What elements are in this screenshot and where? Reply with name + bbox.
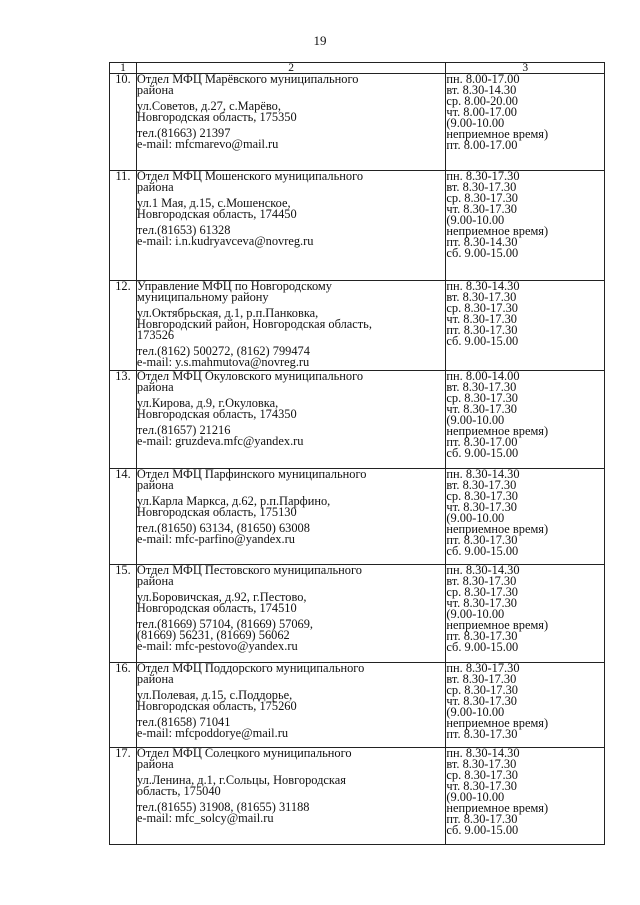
working-hours [446, 748, 605, 845]
hours-line: вт. 8.30-17.30 [446, 574, 517, 588]
office-details [136, 663, 445, 748]
office-contact-line: (81669) 56231, (81669) 56062 [136, 628, 290, 642]
hours-line: неприемное время) [446, 127, 549, 141]
office-address-line: ул.Полевая, д.15, с.Поддорье, [136, 688, 293, 702]
hours-line: вт. 8.30-17.30 [446, 672, 517, 686]
row-number: 12. [110, 281, 137, 371]
hours-line: пт. 8.30-17.30 [446, 812, 518, 826]
working-hours [446, 565, 605, 663]
hours-line: чт. 8.30-17.30 [446, 596, 517, 610]
hours-line: вт. 8.30-17.30 [446, 290, 517, 304]
hours-line: чт. 8.30-17.30 [446, 312, 517, 326]
office-name-line: Отдел МФЦ Парфинского муниципального [136, 467, 367, 481]
hours-line: неприемное время) [446, 716, 549, 730]
hours-line: пн. 8.30-14.30 [446, 563, 520, 577]
hours-line: сб. 9.00-15.00 [446, 544, 519, 558]
working-hours [446, 281, 605, 371]
hours-line: сб. 9.00-15.00 [446, 446, 519, 460]
row-number: 13. [110, 371, 137, 469]
hours-line: сб. 9.00-15.00 [446, 334, 519, 348]
hours-line: вт. 8.30-17.30 [446, 478, 517, 492]
office-name-line: Отдел МФЦ Марёвского муниципального [136, 72, 359, 86]
office-address-line: 173526 [136, 328, 175, 342]
hours-line: чт. 8.30-17.30 [446, 500, 517, 514]
hours-line: ср. 8.30-17.30 [446, 301, 518, 315]
office-contact-line: тел.(81653) 61328 [136, 223, 231, 237]
hours-line: неприемное время) [446, 424, 549, 438]
office-address-line: ул.Ленина, д.1, г.Сольцы, Новгородская [136, 773, 346, 787]
hours-line: чт. 8.30-17.30 [446, 202, 517, 216]
office-name-line: Отдел МФЦ Солецкого муниципального [136, 746, 352, 760]
row-number: 15. [110, 565, 137, 663]
mfc-offices-table [109, 62, 605, 845]
hours-line: ср. 8.30-17.30 [446, 391, 518, 405]
office-details [136, 469, 445, 565]
office-address-line: ул.1 Мая, д.15, с.Мошенское, [136, 196, 291, 210]
office-contact-line: тел.(8162) 500272, (8162) 799474 [136, 344, 310, 358]
hours-line: пн. 8.30-17.30 [446, 169, 520, 183]
hours-line: ср. 8.30-17.30 [446, 585, 518, 599]
table-row [110, 171, 605, 281]
hours-line: ср. 8.00-20.00 [446, 94, 518, 108]
office-contact-line: e-mail: mfc_solcy@mail.ru [136, 811, 274, 825]
table-row [110, 565, 605, 663]
office-details [136, 371, 445, 469]
hours-line: (9.00-10.00 [446, 607, 505, 621]
working-hours [446, 663, 605, 748]
row-number: 16. [110, 663, 137, 748]
hours-line: ср. 8.30-17.30 [446, 683, 518, 697]
office-address-line: ул.Кирова, д.9, г.Окуловка, [136, 396, 279, 410]
hours-line: вт. 8.30-17.30 [446, 380, 517, 394]
table-row [110, 371, 605, 469]
office-name-line: Отдел МФЦ Мошенского муниципального [136, 169, 364, 183]
office-address-line: Новгородская область, 174510 [136, 601, 297, 615]
office-contact-line: тел.(81663) 21397 [136, 126, 231, 140]
row-number: 17. [110, 748, 137, 845]
office-contact-line: тел.(81650) 63134, (81650) 63008 [136, 521, 310, 535]
hours-line: сб. 9.00-15.00 [446, 640, 519, 654]
office-address-line: Новгородская область, 175350 [136, 110, 297, 124]
hours-line: пт. 8.30-17.30 [446, 533, 518, 547]
working-hours [446, 74, 605, 171]
office-name-line: района [136, 380, 174, 394]
hours-line: (9.00-10.00 [446, 790, 505, 804]
page-number: 19 [313, 33, 327, 48]
column-header-hours: 3 [446, 63, 605, 74]
office-details [136, 74, 445, 171]
table-row [110, 74, 605, 171]
office-name-line: района [136, 672, 174, 686]
hours-line: вт. 8.30-14.30 [446, 83, 517, 97]
office-name-line: района [136, 478, 174, 492]
office-address-line: ул.Боровичская, д.92, г.Пестово, [136, 590, 307, 604]
office-name-line: Управление МФЦ по Новгородскому [136, 279, 332, 293]
table-row [110, 748, 605, 845]
office-address-line: Новгородская область, 175130 [136, 505, 297, 519]
working-hours [446, 371, 605, 469]
office-address-line: Новгородская область, 174350 [136, 407, 297, 421]
office-contact-line: e-mail: mfc-parfino@yandex.ru [136, 532, 295, 546]
hours-line: сб. 9.00-15.00 [446, 823, 519, 837]
hours-line: пт. 8.30-17.30 [446, 629, 518, 643]
office-name-line: Отдел МФЦ Пестовского муниципального [136, 563, 362, 577]
working-hours [446, 469, 605, 565]
office-contact-line: тел.(81658) 71041 [136, 715, 231, 729]
office-contact-line: тел.(81655) 31908, (81655) 31188 [136, 800, 310, 814]
hours-line: пн. 8.30-14.30 [446, 279, 520, 293]
table-row [110, 663, 605, 748]
hours-line: пт. 8.30-17.30 [446, 727, 518, 741]
working-hours [446, 171, 605, 281]
hours-line: ср. 8.30-17.30 [446, 489, 518, 503]
office-contact-line: e-mail: gruzdeva.mfc@yandex.ru [136, 434, 304, 448]
office-contact-line: тел.(81669) 57104, (81669) 57069, [136, 617, 314, 631]
office-address-line: ул.Октябрьская, д.1, р.п.Панковка, [136, 306, 319, 320]
office-name-line: района [136, 574, 174, 588]
hours-line: чт. 8.30-17.30 [446, 779, 517, 793]
office-address-line: Новгородский район, Новгородская область, [136, 317, 372, 331]
office-contact-line: e-mail: mfc-pestovo@yandex.ru [136, 639, 298, 653]
office-name-line: муниципальному району [136, 290, 269, 304]
office-name-line: района [136, 83, 174, 97]
office-contact-line: e-mail: i.n.kudryavceva@novreg.ru [136, 234, 314, 248]
office-name-line: района [136, 180, 174, 194]
hours-line: вт. 8.30-17.30 [446, 180, 517, 194]
office-details [136, 171, 445, 281]
hours-line: вт. 8.30-17.30 [446, 757, 517, 771]
office-address-line: область, 175040 [136, 784, 221, 798]
hours-line: (9.00-10.00 [446, 511, 505, 525]
column-header-number: 1 [110, 63, 137, 74]
hours-line: неприемное время) [446, 224, 549, 238]
office-contact-line: e-mail: mfcpoddorye@mail.ru [136, 726, 289, 740]
hours-line: пн. 8.00-17.00 [446, 72, 520, 86]
hours-line: ср. 8.30-17.30 [446, 191, 518, 205]
column-header-office: 2 [136, 63, 445, 74]
hours-line: (9.00-10.00 [446, 413, 505, 427]
hours-line: ср. 8.30-17.30 [446, 768, 518, 782]
office-details [136, 281, 445, 371]
hours-line: неприемное время) [446, 801, 549, 815]
row-number: 10. [110, 74, 137, 171]
hours-line: пн. 8.30-14.30 [446, 467, 520, 481]
table-row [110, 281, 605, 371]
office-contact-line: e-mail: mfcmarevo@mail.ru [136, 137, 279, 151]
office-address-line: Новгородская область, 174450 [136, 207, 297, 221]
hours-line: (9.00-10.00 [446, 213, 505, 227]
hours-line: пт. 8.30-17.30 [446, 323, 518, 337]
office-name-line: района [136, 757, 174, 771]
office-address-line: Новгородская область, 175260 [136, 699, 297, 713]
office-name-line: Отдел МФЦ Поддорского муниципального [136, 661, 365, 675]
hours-line: сб. 9.00-15.00 [446, 246, 519, 260]
table-row [110, 469, 605, 565]
row-number: 11. [110, 171, 137, 281]
hours-line: пт. 8.30-17.00 [446, 435, 518, 449]
office-details [136, 748, 445, 845]
hours-line: неприемное время) [446, 618, 549, 632]
hours-line: чт. 8.30-17.30 [446, 694, 517, 708]
hours-line: чт. 8.00-17.00 [446, 105, 517, 119]
hours-line: пн. 8.30-14.30 [446, 746, 520, 760]
hours-line: пн. 8.00-14.00 [446, 369, 520, 383]
hours-line: пт. 8.00-17.00 [446, 138, 518, 152]
hours-line: (9.00-10.00 [446, 116, 505, 130]
hours-line: пн. 8.30-17.30 [446, 661, 520, 675]
hours-line: пт. 8.30-14.30 [446, 235, 518, 249]
office-details [136, 565, 445, 663]
office-name-line: Отдел МФЦ Окуловского муниципального [136, 369, 364, 383]
office-address-line: ул.Карла Маркса, д.62, р.п.Парфино, [136, 494, 331, 508]
office-contact-line: тел.(81657) 21216 [136, 423, 231, 437]
office-address-line: ул.Советов, д.27, с.Марёво, [136, 99, 281, 113]
hours-line: чт. 8.30-17.30 [446, 402, 517, 416]
hours-line: (9.00-10.00 [446, 705, 505, 719]
row-number: 14. [110, 469, 137, 565]
hours-line: неприемное время) [446, 522, 549, 536]
office-contact-line: e-mail: y.s.mahmutova@novreg.ru [136, 355, 310, 369]
